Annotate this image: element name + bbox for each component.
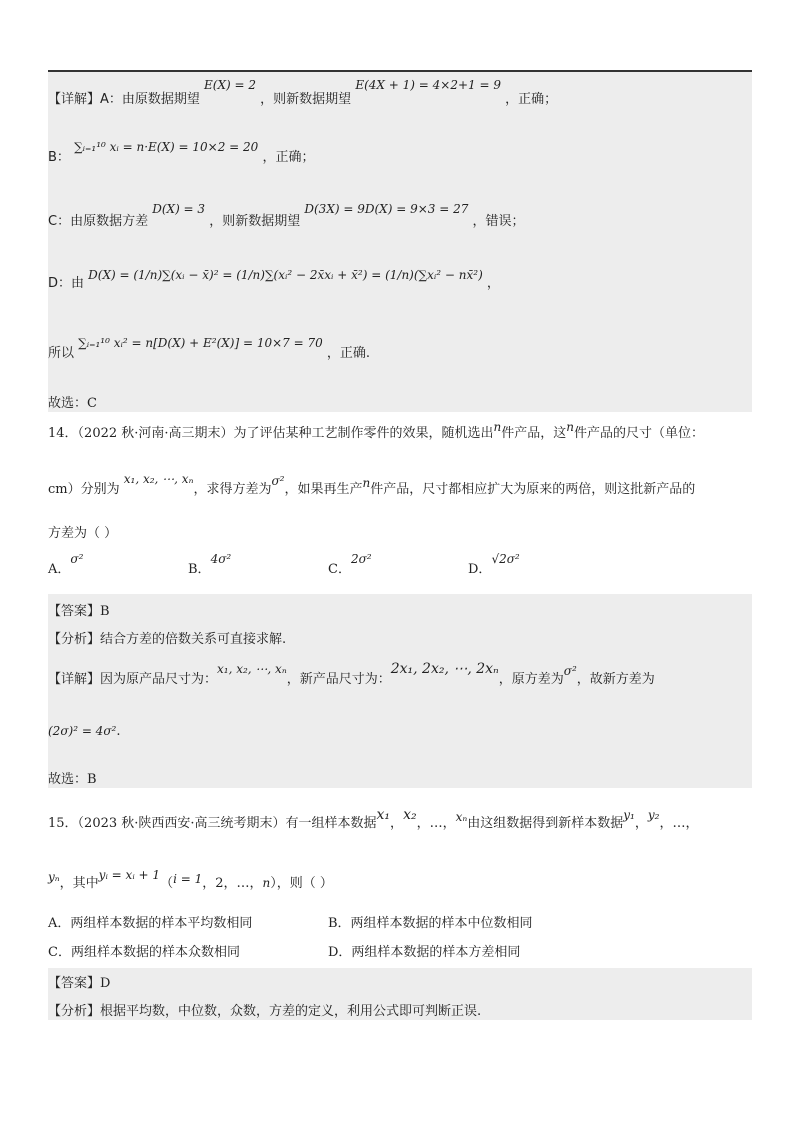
q14-option-b[interactable]: B．4σ² [188, 552, 232, 577]
q14-answer: 【答案】B [48, 604, 110, 619]
solution-block-14 [48, 594, 752, 788]
detail-line-a: 【详解】A：由原数据期望 E(X) = 2 ，则新数据期望 E(4X + 1) = 4×2+1 = 9 ，正确； [48, 78, 558, 107]
q14-detail-result: (2σ)² = 4σ². [48, 724, 121, 739]
q15-stem-line1: 15．（2023 秋·陕西西安·高三统考期末）有一组样本数据x₁，x₂，…，xₙ由这组数据得到新样本数据y₁，y₂，…， [48, 807, 699, 831]
detail-line-b: B： ∑ᵢ₌₁¹⁰ xᵢ = n·E(X) = 10×2 = 20 ，正确； [48, 140, 315, 165]
q14-analysis: 【分析】结合方差的倍数关系可直接求解. [48, 632, 287, 647]
q14-stem-line1: 14．（2022 秋·河南·高三期末）为了评估某种工艺制作零件的效果，随机选出n件产品，这n件产品的尺寸（单位： [48, 420, 705, 441]
q15-analysis: 【分析】根据平均数，中位数，众数，方差的定义，利用公式即可判断正误. [48, 1004, 482, 1019]
q14-choice: 故选：B [48, 772, 97, 787]
q15-stem-line2: yₙ，其中yᵢ = xᵢ + 1（i = 1，2，…，n），则（ ） [48, 868, 333, 891]
q14-option-a[interactable]: A．σ² [48, 552, 84, 577]
q15-option-c[interactable]: C．两组样本数据的样本众数相同 [48, 945, 240, 960]
q14-detail: 【详解】因为原产品尺寸为：x₁, x₂, ⋯, xₙ，新产品尺寸为：2x₁, 2x₂, ⋯, 2xₙ，原方差为σ²，故新方差为 [48, 661, 655, 687]
detail-line-e: 所以 ∑ᵢ₌₁¹⁰ xᵢ² = n[D(X) + E²(X)] = 10×7 = 70 ，正确. [48, 336, 371, 361]
q15-option-a[interactable]: A．两组样本数据的样本平均数相同 [48, 916, 253, 931]
q14-stem-line2: cm）分别为 x₁, x₂, ⋯, xₙ，求得方差为σ²，如果再生产n件产品，尺寸都相应扩大为原来的两倍，则这批新产品的 [48, 472, 696, 497]
q14-option-d[interactable]: D．√2σ² [468, 552, 520, 577]
detail-line-d: D：由 D(X) = (1/n)∑(xᵢ − x̄)² = (1/n)∑(xᵢ² − 2x̄xᵢ + x̄²) = (1/n)(∑xᵢ² − nx̄²) ， [48, 268, 500, 291]
q14-stem-line3: 方差为（ ） [48, 526, 118, 541]
q15-answer: 【答案】D [48, 976, 111, 991]
choice-13: 故选：C [48, 396, 97, 411]
q15-option-d[interactable]: D．两组样本数据的样本方差相同 [328, 945, 521, 960]
q14-option-c[interactable]: C．2σ² [328, 552, 372, 577]
q15-option-b[interactable]: B．两组样本数据的样本中位数相同 [328, 916, 533, 931]
solution-block-13 [48, 72, 752, 412]
detail-line-c: C：由原数据方差 D(X) = 3 ，则新数据期望 D(3X) = 9D(X) = 9×3 = 27 ，错误； [48, 202, 525, 229]
